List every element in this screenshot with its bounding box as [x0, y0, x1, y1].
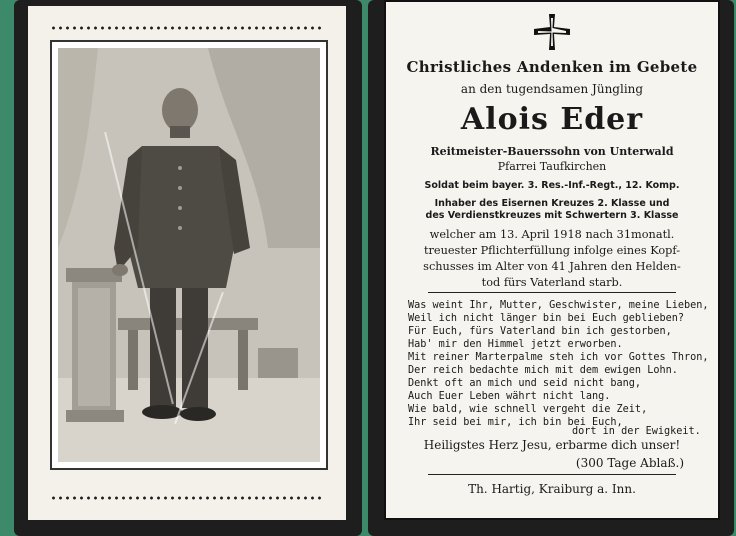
printer-credit: Th. Hartig, Kraiburg a. Inn. [468, 482, 636, 496]
death-notice-line: welcher am 13. April 1918 nach 31monatl. [429, 228, 675, 241]
photo-card-paper [28, 6, 346, 520]
poem-line: Ihr seid bei mir, ich bin bei Euch, [408, 417, 623, 428]
memorial-text-paper [384, 0, 720, 520]
indulgence-note: (300 Tage Ablaß.) [575, 456, 684, 470]
divider [428, 292, 676, 293]
occupation-line: Reitmeister-Bauerssohn von Unterwald [430, 145, 674, 158]
soldier-portrait-illustration [58, 48, 320, 462]
parish-line: Pfarrei Taufkirchen [497, 160, 607, 173]
dotted-border-bottom [50, 496, 324, 500]
poem-line: Weil ich nicht länger bin bei Euch geblieben? [408, 313, 685, 324]
poem-line: Denkt oft an mich und seid nicht bang, [408, 378, 642, 389]
death-notice-line: schusses im Alter von 41 Jahren den Helden- [423, 260, 681, 273]
poem-line: Mit reiner Marterpalme steh ich vor Gottes Thron, [408, 352, 709, 363]
poem-line: Wie bald, wie schnell vergeht die Zeit, [408, 404, 648, 415]
dotted-border-top [50, 26, 324, 30]
military-unit-line: Soldat beim bayer. 3. Res.-Inf.-Regt., 12. Komp. [424, 180, 680, 191]
photo-card [14, 0, 362, 536]
poem-line: Auch Euer Leben währt nicht lang. [408, 391, 611, 402]
memorial-text-card [368, 0, 734, 536]
deceased-name: Alois Eder [460, 102, 644, 137]
poem-line: Der reich bedachte mich mit dem ewigen Lohn. [408, 365, 678, 376]
poem-line: Für Euch, fürs Vaterland bin ich gestorben, [408, 326, 672, 337]
death-notice-line: tod fürs Vaterland starb. [481, 276, 623, 289]
poem-line: Was weint Ihr, Mutter, Geschwister, meine Lieben, [408, 300, 709, 311]
divider [428, 474, 676, 475]
honours-line: Inhaber des Eisernen Kreuzes 2. Klasse und [434, 198, 670, 209]
memorial-heading: Christliches Andenken im Gebete [406, 58, 698, 76]
portrait-photo [58, 48, 320, 462]
honours-line: des Verdienstkreuzes mit Schwertern 3. Klasse [425, 210, 679, 221]
poem-line: Hab' mir den Himmel jetzt erworben. [408, 339, 623, 350]
memorial-subheading: an den tugendsamen Jüngling [460, 82, 644, 96]
photo-frame [50, 40, 328, 470]
poem-line: dort in der Ewigkeit. [572, 426, 701, 437]
iron-cross-icon [532, 12, 572, 52]
death-notice-line: treuester Pflichterfüllung infolge eines Kopf- [423, 244, 681, 257]
prayer-line: Heiligstes Herz Jesu, erbarme dich unser! [423, 438, 681, 452]
